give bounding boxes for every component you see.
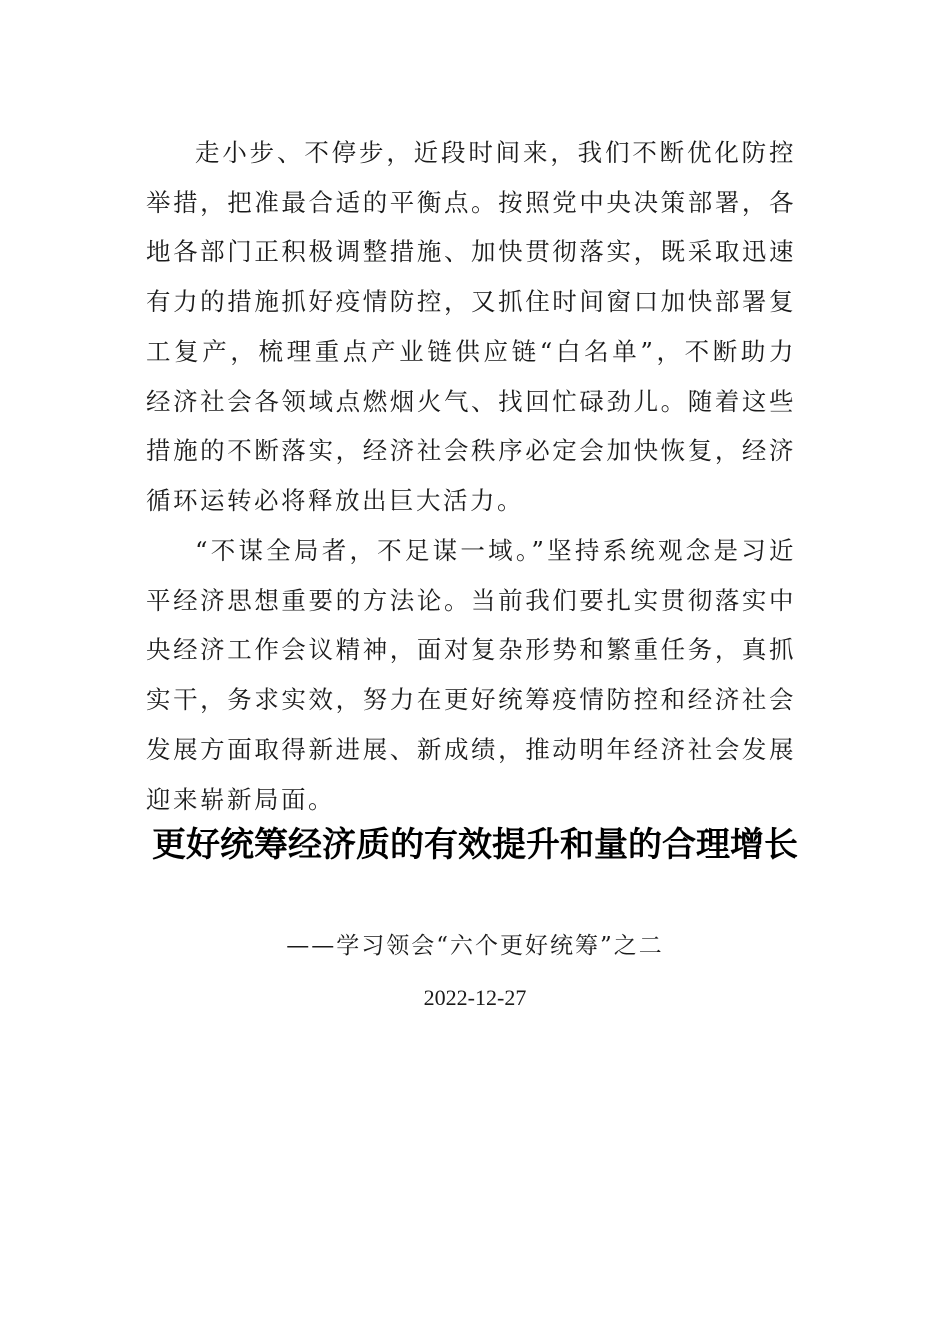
publish-date: 2022-12-27 [423,985,527,1010]
body-paragraph-1: 走小步、不停步，近段时间来，我们不断优化防控举措，把准最合适的平衡点。按照党中央决策部署，各地各部门正积极调整措施、加快贯彻落实，既采取迅速有力的措施抓好疫情防控，又抓住时间窗口加快部署复工复产，梳理重点产业链供应链“白名单”，不断助力经济社会各领域点燃烟火气、找回忙碌劲儿。随着这些措施的不断落实，经济社会秩序必定会加快恢复，经济循环运转必将释放出巨大活力。 [146,138,796,515]
article-title: 更好统筹经济质的有效提升和量的合理增长 [152,825,798,865]
body-paragraph-2: “不谋全局者，不足谋一域。”坚持系统观念是习近平经济思想重要的方法论。当前我们要扎实贯彻落实中央经济工作会议精神，面对复杂形势和繁重任务，真抓实干，务求实效，努力在更好统筹疫情防控和经济社会发展方面取得新进展、新成绩，推动明年经济社会发展迎来崭新局面。 [146,536,796,814]
article-subtitle: ——学习领会“六个更好统筹”之二 [286,933,664,959]
